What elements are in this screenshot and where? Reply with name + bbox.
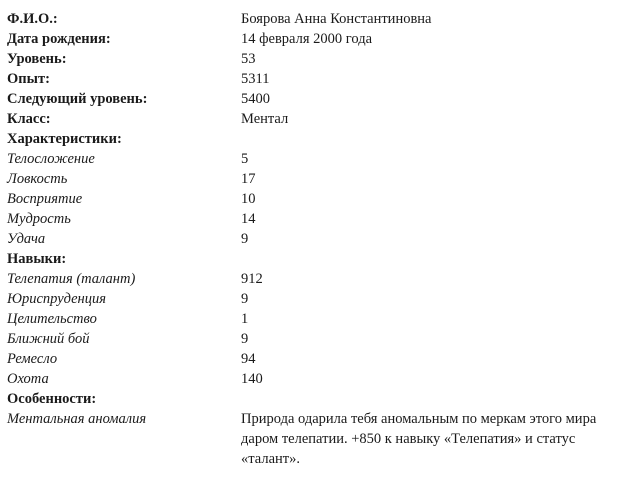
- features-section: [0, 389, 626, 469]
- identity-row: [0, 69, 626, 89]
- section-heading-skills: Навыки:: [7, 251, 67, 267]
- skill-value-craft: 94: [241, 351, 256, 367]
- field-value-level: 53: [241, 51, 256, 67]
- characteristic-label-perception: Восприятие: [7, 191, 83, 207]
- field-label-level: Уровень:: [7, 51, 67, 67]
- skill-value-jurisprudence: 9: [241, 291, 249, 307]
- feature-row: [0, 409, 626, 469]
- skills-section: [0, 249, 626, 389]
- field-label-birth-date: Дата рождения:: [7, 31, 111, 47]
- characteristic-value-wisdom: 14: [241, 211, 256, 227]
- characteristic-row: [0, 229, 626, 249]
- skill-value-hunting: 140: [241, 371, 263, 387]
- characteristic-label-luck: Удача: [7, 231, 46, 247]
- characteristic-row: [0, 209, 626, 229]
- identity-section: [0, 9, 626, 129]
- skill-row: [0, 269, 626, 289]
- characteristic-value-luck: 9: [241, 231, 249, 247]
- skill-row: [0, 289, 626, 309]
- identity-row: [0, 89, 626, 109]
- section-heading-characteristics: Характеристики:: [7, 131, 122, 147]
- characteristic-value-perception: 10: [241, 191, 256, 207]
- field-value-full-name: Боярова Анна Константиновна: [241, 11, 432, 27]
- skill-value-melee-combat: 9: [241, 331, 249, 347]
- field-value-birth-date: 14 февраля 2000 года: [241, 31, 373, 47]
- skill-label-craft: Ремесло: [7, 351, 58, 367]
- characteristic-value-agility: 17: [241, 171, 256, 187]
- field-value-experience: 5311: [241, 71, 270, 87]
- skill-value-healing: 1: [241, 311, 249, 327]
- skill-row: [0, 309, 626, 329]
- skill-label-hunting: Охота: [7, 371, 49, 387]
- field-label-experience: Опыт:: [7, 71, 50, 87]
- identity-row: [0, 109, 626, 129]
- field-label-class: Класс:: [7, 111, 51, 127]
- field-value-class: Ментал: [241, 111, 289, 127]
- skill-label-melee-combat: Ближний бой: [7, 331, 90, 347]
- skill-label-jurisprudence: Юриспруденция: [7, 291, 106, 307]
- identity-row: [0, 49, 626, 69]
- characteristic-row: [0, 149, 626, 169]
- identity-row: [0, 29, 626, 49]
- characteristics-section: [0, 129, 626, 249]
- characteristic-label-agility: Ловкость: [7, 171, 68, 187]
- characteristic-label-build: Телосложение: [7, 151, 95, 167]
- field-label-next-level: Следующий уровень:: [7, 91, 148, 107]
- skill-row: [0, 349, 626, 369]
- skill-row: [0, 369, 626, 389]
- identity-row: [0, 9, 626, 29]
- field-label-full-name: Ф.И.О.:: [7, 11, 58, 27]
- characteristic-label-wisdom: Мудрость: [7, 211, 71, 227]
- feature-label-mental-anomaly: Ментальная аномалия: [7, 411, 147, 427]
- characteristic-row: [0, 169, 626, 189]
- skill-label-telepathy: Телепатия (талант): [7, 271, 136, 287]
- skill-label-healing: Целительство: [7, 311, 97, 327]
- section-heading-features: Особенности:: [7, 391, 97, 407]
- field-value-next-level: 5400: [241, 91, 270, 107]
- skill-value-telepathy: 912: [241, 271, 263, 287]
- feature-description-mental-anomaly: Природа одарила тебя аномальным по меркам этого мира даром телепатии. +850 к навыку «Телепатия» и статус «талант».: [241, 411, 597, 467]
- skill-row: [0, 329, 626, 349]
- characteristic-value-build: 5: [241, 151, 249, 167]
- characteristic-row: [0, 189, 626, 209]
